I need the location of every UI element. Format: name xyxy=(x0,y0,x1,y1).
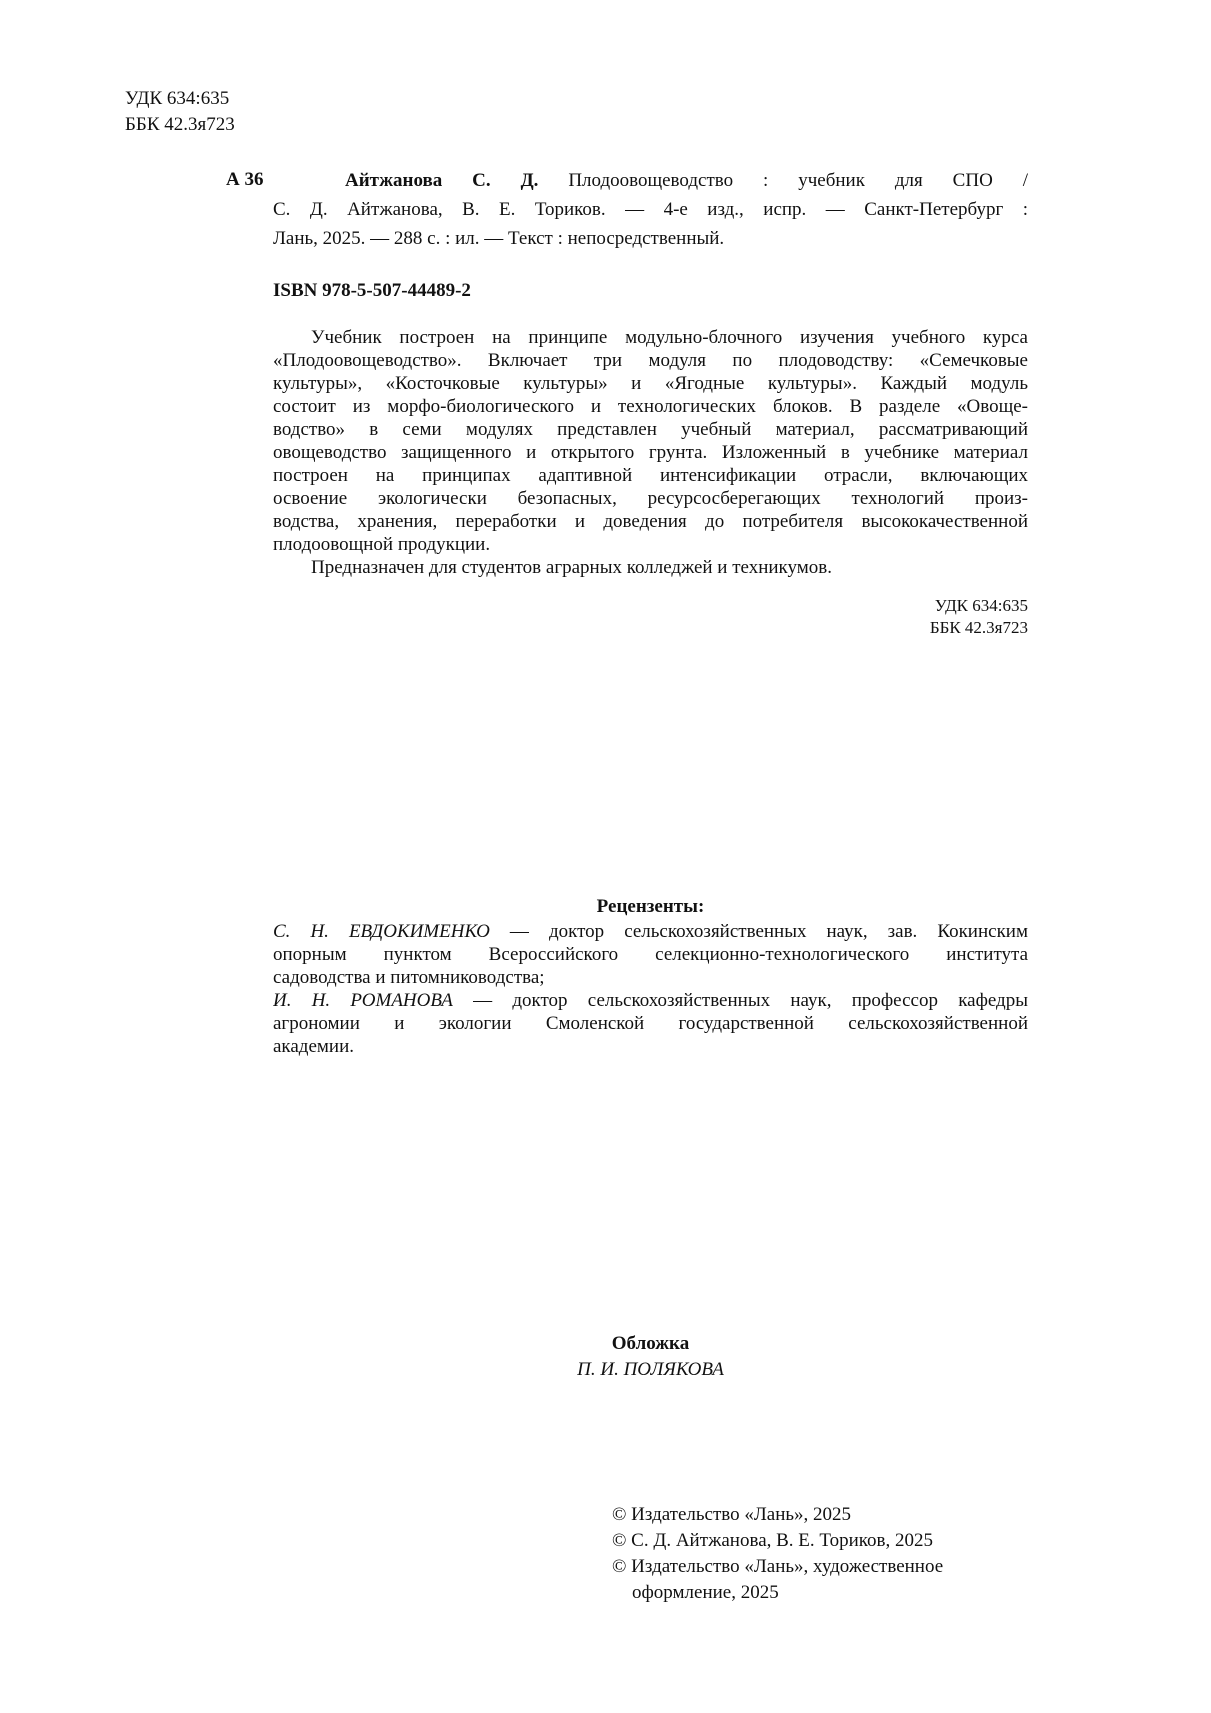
abstract-paragraph xyxy=(273,326,1028,579)
abstract-line: состоит из морфо-биологического и технологических блоков. В разделе «Овоще- xyxy=(273,396,1028,417)
reviewer-2-name: И. Н. РОМАНОВА xyxy=(273,990,453,1011)
reviewer-1-title: — доктор сельскохозяйственных наук, зав. Кокинским xyxy=(489,921,1028,942)
reviewer-2-line-3: академии. xyxy=(273,1036,355,1057)
isbn: ISBN 978-5-507-44489-2 xyxy=(273,280,471,301)
reviewer-1-line-2: опорным пунктом Всероссийского селекционно-технологического института xyxy=(273,944,1028,965)
reviewer-1-name: С. Н. ЕВДОКИМЕНКО xyxy=(273,921,490,942)
reviewers-block xyxy=(273,920,1028,1058)
abstract-line: построен на принципах адаптивной интенсификации отрасли, включающих xyxy=(273,465,1028,486)
abstract-line: водство» в семи модулях представлен учебный материал, рассматривающий xyxy=(273,419,1028,440)
abstract-line: Учебник построен на принципе модульно-блочного изучения учебного курса xyxy=(311,327,1028,348)
bibliographic-line-2: С. Д. Айтжанова, В. Е. Ториков. — 4-е изд., испр. — Санкт-Петербург : xyxy=(273,199,1028,220)
reviewer-1-line-3: садоводства и питомниководства; xyxy=(273,967,545,988)
udk-code: УДК 634:635 xyxy=(125,88,230,109)
reviewer-2-title: — доктор сельскохозяйственных наук, профессор кафедры xyxy=(452,990,1028,1011)
copyright-line: © Издательство «Лань», художественное xyxy=(612,1556,944,1577)
title-statement: Плодоовощеводство : учебник для СПО / xyxy=(568,170,1028,191)
cover-heading: Обложка xyxy=(611,1333,690,1354)
bbk-code: ББК 42.3я723 xyxy=(125,114,235,135)
copyright-block xyxy=(612,1502,943,1606)
abstract-line: «Плодоовощеводство». Включает три модуля по плодоводству: «Семечковые xyxy=(273,350,1028,371)
reviewers-heading: Рецензенты: xyxy=(596,896,705,917)
abstract-line: освоение экологически безопасных, ресурсосберегающих технологий произ- xyxy=(273,488,1028,509)
cover-designer: П. И. ПОЛЯКОВА xyxy=(577,1359,724,1380)
copyright-line: оформление, 2025 xyxy=(632,1582,779,1603)
reviewer-2-line-1 xyxy=(273,989,1028,1012)
abstract-line: плодоовощной продукции. xyxy=(273,534,491,555)
abstract-line: овощеводство защищенного и открытого грунта. Изложенный в учебнике материал xyxy=(273,442,1028,463)
bibliographic-line-3: Лань, 2025. — 288 с. : ил. — Текст : непосредственный. xyxy=(273,228,725,249)
bibliographic-line-1 xyxy=(345,169,1028,192)
author-name: Айтжанова С. Д. xyxy=(345,170,539,191)
author-mark: А 36 xyxy=(226,169,264,190)
abstract-line: водства, хранения, переработки и доведения до потребителя высококачественной xyxy=(273,511,1028,532)
abstract-line: культуры», «Косточковые культуры» и «Ягодные культуры». Каждый модуль xyxy=(273,373,1028,394)
copyright-line: © С. Д. Айтжанова, В. Е. Ториков, 2025 xyxy=(612,1530,933,1551)
reviewer-1-line-1 xyxy=(273,920,1028,943)
udk-code-right: УДК 634:635 xyxy=(934,596,1028,615)
audience-note: Предназначен для студентов аграрных колледжей и техникумов. xyxy=(311,557,832,578)
copyright-line: © Издательство «Лань», 2025 xyxy=(612,1504,852,1525)
bbk-code-right: ББК 42.3я723 xyxy=(929,618,1028,637)
reviewer-2-line-2: агрономии и экологии Смоленской государственной сельскохозяйственной xyxy=(273,1013,1028,1034)
